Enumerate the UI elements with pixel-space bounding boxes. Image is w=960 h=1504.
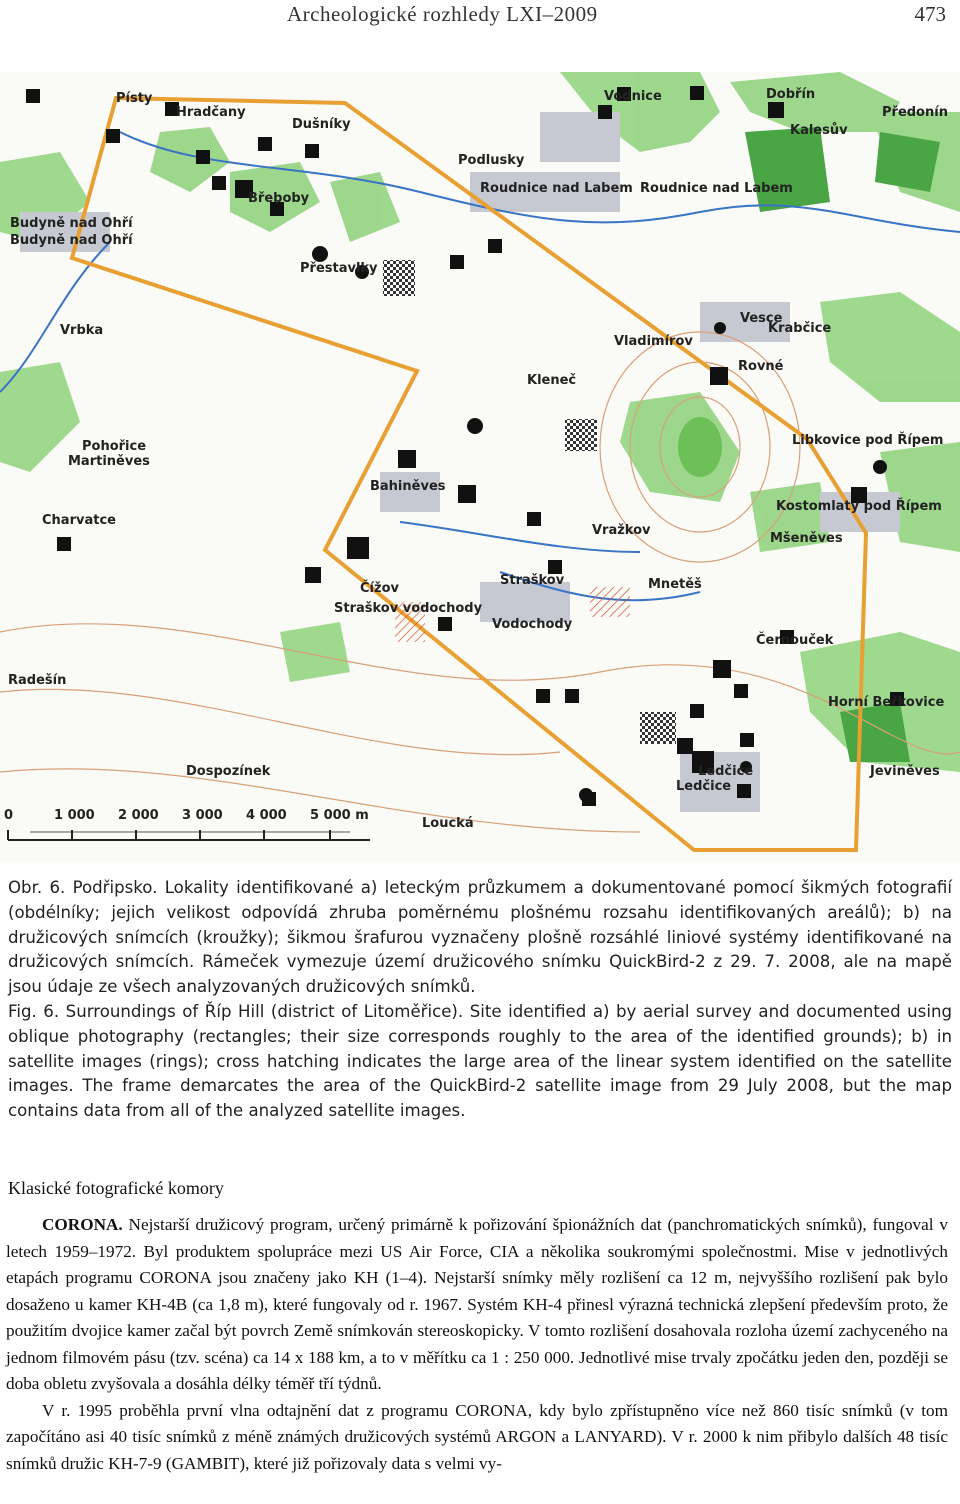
caption-en-label: Fig. 6. Surroundings of Říp Hill (district of Litoměřice). [8,1001,464,1021]
svg-text:Břeboby: Břeboby [248,191,310,206]
caption-en-text: Site identified a) by aerial survey and documented using oblique photography (rectangles; their size corresponds roughly to the area of the identified grounds); b) in satellite images (rings); cross hatching indicates the large area of the linear system identified on the satellite images. The frame demarcates the area of the QuickBird-2 satellite image from 29 July 2008, but the map contains data from all of the analyzed satellite images. [8,1001,952,1121]
page-header [0,0,960,30]
svg-text:Dobřín: Dobřín [766,87,816,102]
svg-text:Mnetěš: Mnetěš [648,577,702,592]
svg-text:Kleneč: Kleneč [527,373,577,388]
svg-text:Krabčice: Krabčice [768,321,832,336]
svg-text:Rovné: Rovné [738,359,784,374]
svg-text:Libkovice pod Řípem: Libkovice pod Řípem [792,433,944,448]
svg-text:Čížov: Čížov [360,581,399,596]
svg-text:Radešín: Radešín [8,673,67,688]
svg-text:Vodochody: Vodochody [492,617,573,632]
svg-text:Dospozínek: Dospozínek [186,764,271,779]
svg-text:0: 0 [4,808,14,823]
svg-text:Vražkov: Vražkov [592,523,651,538]
hatched-area [565,419,597,451]
svg-text:Charvatce: Charvatce [42,513,116,528]
svg-text:Vrbka: Vrbka [60,323,104,338]
hatched-area [590,587,630,617]
caption-cz-label: Obr. 6. Podřipsko. [8,878,158,897]
svg-text:Kostomlaty pod Řípem: Kostomlaty pod Řípem [776,499,942,514]
svg-text:Straškov vodochody: Straškov vodochody [334,601,483,616]
caption-cz [8,876,952,1000]
hatched-area [383,260,415,296]
svg-text:Hradčany: Hradčany [176,105,246,120]
caption-cz-text: Lokality identifikované a) leteckým průzkumem a dokumentované pomocí šikmých fotografií (obdélníky; jejich velikost odpovídá zhruba poměrnému plošnému rozsahu identifikovaných areálů); b) na družicových snímcích (kroužky); šikmou šrafurou vyznačeny plošně rozsáhlé liniové systémy identifikované na družicových snímcích. Rámeček vymezuje území družicového snímku QuickBird-2 z 29. 7. 2008, ale na mapě jsou údaje ze všech analyzovaných družicových snímků. [8,878,952,997]
svg-text:Podlusky: Podlusky [458,153,525,168]
svg-text:Vodnice: Vodnice [604,89,662,104]
svg-text:Předonín: Předonín [882,105,948,120]
paragraph-lead: CORONA. [42,1215,123,1234]
svg-text:Roudnice nad Labem: Roudnice nad Labem [640,181,793,196]
svg-text:5 000 m: 5 000 m [310,808,369,823]
svg-text:Loucká: Loucká [422,816,474,831]
paragraph-corona [6,1212,948,1398]
svg-text:Horní Beřkovice: Horní Beřkovice [828,695,945,710]
page-number: 473 [914,2,946,26]
svg-text:4 000: 4 000 [246,808,287,823]
svg-text:Písty: Písty [116,91,153,106]
svg-text:Bahiněves: Bahiněves [370,479,446,494]
hatched-area [640,712,676,744]
svg-text:Černouček: Černouček [756,633,834,648]
journal-title: Archeologické rozhledy LXI–2009 [287,2,598,26]
svg-text:Straškov: Straškov [500,573,565,588]
rip-hill [678,417,722,477]
svg-text:Přestavlky: Přestavlky [300,261,378,276]
svg-text:Vladimírov: Vladimírov [614,334,693,349]
svg-text:Dušníky: Dušníky [292,117,351,132]
svg-text:Jeviněves: Jeviněves [870,764,940,779]
svg-text:Roudnice nad Labem: Roudnice nad Labem [480,181,633,196]
paragraph-declassification: V r. 1995 proběhla první vlna odtajnění dat z programu CORONA, kdy bylo zpřístupněno více než 860 tisíc snímků (v tom započítáno asi 40 tisíc snímků z méně známých družicových systémů ARGON a LANYARD). V r. 2000 k nim přibylo dalších 48 tisíc snímků družic KH-7-9 (GAMBIT), které již pořizovaly data s velmi vy- [6,1400,948,1473]
svg-text:3 000: 3 000 [182,808,223,823]
svg-text:Mšeněves: Mšeněves [770,531,843,546]
svg-text:Martiněves: Martiněves [68,454,150,469]
svg-text:Kalesův: Kalesův [790,123,848,138]
svg-text:Ledčice: Ledčice [676,779,732,794]
svg-text:Budyně nad Ohří: Budyně nad Ohří [10,216,133,231]
svg-text:Ledčice: Ledčice [698,764,754,779]
svg-text:Budyně nad Ohří: Budyně nad Ohří [10,233,133,248]
svg-text:Pohořice: Pohořice [82,439,147,454]
section-title: Klasické fotografické komory [8,1178,224,1198]
map-figure [0,72,960,862]
paragraph-text: Nejstarší družicový program, určený primárně k pořizování špionážních dat (panchromatických snímků), fungoval v letech 1959–1972. Byl produktem spolupráce mezi US Air Force, CIA a několika soukromými společnostmi. Mise v jednotlivých etapách programu CORONA jsou značeny jako KH (1–4). Nejstarší snímky měly rozlišení ca 12 m, nejvyššího rozlišení pak bylo dosaženo u kamer KH-4B (ca 1,8 m), které fungovaly od r. 1967. Systém KH-4 přinesl výrazná technická zlepšení především proto, že použitím dvojice kamer začal být povrch Země snímkován stereoskopicky. V tomto rozlišení dosahovala rozloha území zachyceného na jednom filmovém pásu (tzv. scéna) ca 14 x 188 km, a to v měřítku ca 1 : 250 000. Jednotlivé mise trvaly zpočátku jeden den, později se doba obletu zvyšovala a dosáhla délky téměř tří týdnů. [6,1215,948,1393]
caption-en [8,1000,952,1124]
svg-text:1 000: 1 000 [54,808,95,823]
body-text [6,1212,948,1477]
figure-caption [8,876,952,1124]
svg-text:Vesce: Vesce [740,311,783,326]
svg-text:2 000: 2 000 [118,808,159,823]
